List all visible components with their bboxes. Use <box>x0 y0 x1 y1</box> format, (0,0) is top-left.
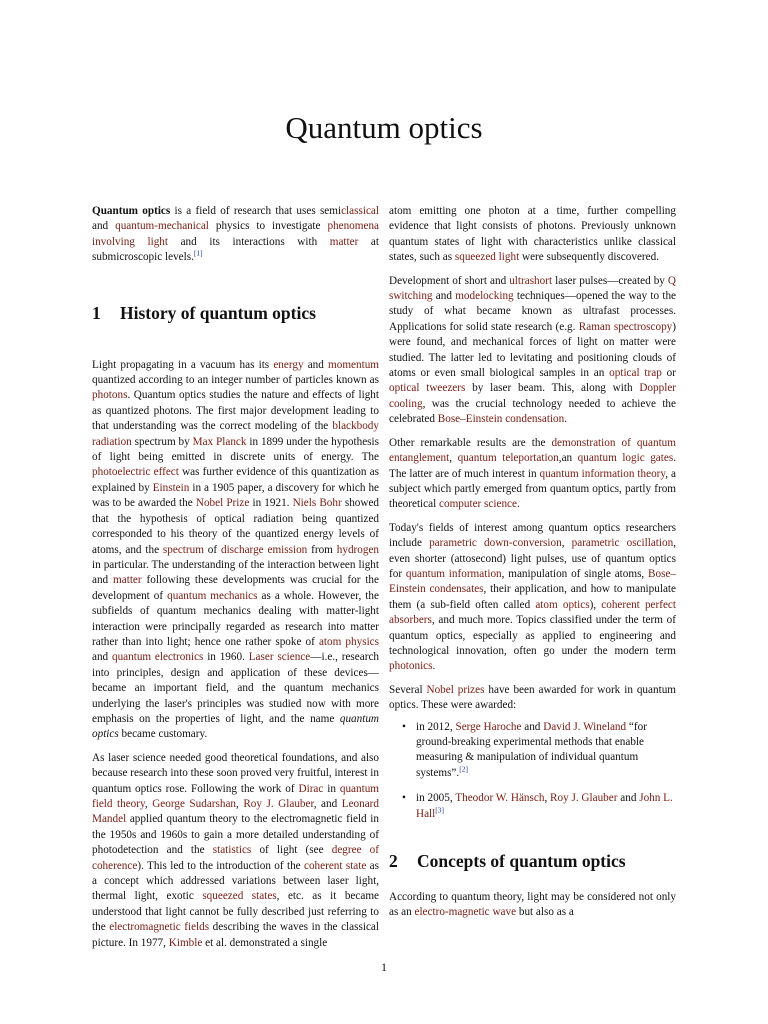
link-quantum-teleportation[interactable]: quantum teleportation <box>457 452 559 465</box>
right-column <box>389 204 676 929</box>
link-optical-trap[interactable]: optical trap <box>609 367 662 380</box>
link-blackbody-radiation[interactable]: blackbody radiation <box>92 420 379 448</box>
link-coherent-perfect-absorbers[interactable]: coherent perfect absorbers <box>389 598 677 627</box>
left-column <box>92 204 379 959</box>
link-spectrum[interactable]: spectrum <box>162 543 204 556</box>
link-quantum-electronics[interactable]: quantum electronics <box>111 651 204 664</box>
link-matter[interactable]: matter <box>329 235 359 248</box>
link-nobel-prizes[interactable]: Nobel prizes <box>426 683 485 696</box>
link-george-sudarshan[interactable]: George Sudarshan <box>152 798 237 810</box>
link-roy-j-glauber-2[interactable]: Roy J. Glauber <box>550 792 618 805</box>
link-david-j-wineland[interactable]: David J. Wineland <box>543 720 627 733</box>
citation-3[interactable]: [3] <box>435 804 445 814</box>
intro-paragraph: Quantum optics is a field of research that uses semiclassical and quantum-mechanical physics to investigate phenomena involving light and its interactions with matter at submicroscopic levels.[1] <box>92 205 380 264</box>
link-phenomena-involving-light[interactable]: phenomena involving light <box>92 220 380 248</box>
list-item: • in 2012, Serge Haroche and David J. Wineland “for ground-breaking experimental methods that enable measuring & manipulation of individual quantum systems”.[2] <box>402 720 647 779</box>
link-atom-optics[interactable]: atom optics <box>535 598 590 611</box>
link-kimble[interactable]: Kimble <box>168 936 203 949</box>
link-einstein[interactable]: Einstein <box>152 481 190 494</box>
link-dirac[interactable]: Dirac <box>298 782 324 795</box>
bullet-icon: • <box>402 792 406 805</box>
section-2-number: 2 <box>389 851 398 872</box>
section-1-number: 1 <box>92 302 101 323</box>
citation-2[interactable]: [2] <box>459 764 468 774</box>
section-2-heading: 2 Concepts of quantum optics <box>389 851 626 872</box>
link-niels-bohr[interactable]: Niels Bohr <box>292 497 342 510</box>
link-john-l-hall[interactable]: John L. Hall <box>416 792 673 820</box>
link-quantum-information-theory[interactable]: quantum information theory <box>539 467 666 480</box>
link-coherent-state[interactable]: coherent state <box>303 859 367 872</box>
link-leonard-mandel[interactable]: Leonard Mandel <box>92 798 380 826</box>
page-title: Quantum optics <box>285 110 483 145</box>
link-computer-science[interactable]: computer science <box>439 498 517 511</box>
link-quantum-logic-gates[interactable]: quantum logic gates <box>577 452 674 465</box>
page-number: 1 <box>381 960 387 974</box>
right-paragraph-1: atom emitting one photon at a time, further compelling evidence that light consists of photons. Previously unknown quantum states of light with characteristics unlike classical states, such as squeezed light were subsequently discovered. <box>389 205 676 264</box>
link-quantum-field-theory[interactable]: quantum field theory <box>92 782 379 810</box>
link-statistics[interactable]: statistics <box>212 844 252 857</box>
link-classical[interactable]: classical <box>341 205 379 217</box>
link-discharge-emission[interactable]: discharge emission <box>220 543 308 556</box>
link-quantum-mechanics[interactable]: quantum mechanics <box>167 589 258 602</box>
link-bose-einstein-condensates[interactable]: Bose–Einstein condensates <box>389 567 676 596</box>
right-paragraph-5: Several Nobel prizes have been awarded for work in quantum optics. These were awarded: <box>389 683 676 712</box>
link-serge-haroche[interactable]: Serge Haroche <box>455 720 522 733</box>
link-raman-spectroscopy[interactable]: Raman spectroscopy <box>578 320 673 333</box>
citation-1[interactable]: [1] <box>193 248 203 258</box>
concepts-paragraph-1: According to quantum theory, light may be considered not only as an electro-magnetic wave but also as a <box>389 891 676 919</box>
link-roy-j-glauber[interactable]: Roy J. Glauber <box>243 798 314 810</box>
link-theodor-w-hansch[interactable]: Theodor W. Hänsch <box>455 792 545 805</box>
link-squeezed-states[interactable]: squeezed states <box>202 890 277 903</box>
link-doppler-cooling[interactable]: Doppler cooling <box>389 382 677 410</box>
link-electromagnetic-fields[interactable]: electromagnetic fields <box>109 921 210 934</box>
link-laser-science[interactable]: Laser science <box>248 651 311 664</box>
link-modelocking[interactable]: modelocking <box>455 290 514 303</box>
link-matter-2[interactable]: matter <box>113 574 142 587</box>
link-optical-tweezers[interactable]: optical tweezers <box>389 382 466 395</box>
link-demonstration-of-quantum-entanglement[interactable]: demonstration of quantum entanglement <box>389 436 676 465</box>
link-parametric-oscillation[interactable]: parametric oscillation <box>571 537 674 550</box>
link-photonics[interactable]: photonics <box>389 660 433 673</box>
link-quantum-mechanical[interactable]: quantum-mechanical <box>115 220 209 233</box>
history-paragraph-2: As laser science needed good theoretical foundations, and also because research into these soon proved very fruitful, interest in quantum optics rose. Following the work of Dirac in quantum field theory, George Sudarshan, Roy J. Glauber, and Leonard Mandel applied quantum theory to the electromagnetic field in the 1950s and 1960s to gain a more detailed understanding of photodetection and the statistics of light (see degree of coherence). This led to the introduction of the coherent state as a concept which addressed variations between laser light, thermal light, exotic squeezed states, etc. as it became understood that light cannot be fully described just referring to the electromagnetic fields describing the waves in the classical picture. In 1977, Kimble et al. demonstrated a single <box>92 751 380 949</box>
intro-term: Quantum optics <box>92 205 171 217</box>
bullet-icon: • <box>402 720 406 733</box>
link-nobel-prize[interactable]: Nobel Prize <box>195 497 250 510</box>
link-hydrogen[interactable]: hydrogen <box>336 543 380 556</box>
nobel-list <box>389 720 676 822</box>
link-atom-physics[interactable]: atom physics <box>318 635 379 648</box>
emphasis-quantum-optics: quantum optics <box>92 712 379 741</box>
list-item: • in 2005, Theodor W. Hänsch, Roy J. Glauber and John L. Hall[3] <box>402 792 673 820</box>
link-squeezed-light[interactable]: squeezed light <box>454 251 520 264</box>
right-paragraph-3: Other remarkable results are the demonstration of quantum entanglement, quantum teleportation,an quantum logic gates. The latter are of much interest in quantum information theory, a subject which partly emerged from quantum optics, partly from theoretical computer science. <box>389 436 677 511</box>
section-1-heading: 1 History of quantum optics <box>92 302 316 323</box>
right-paragraph-2: Development of short and ultrashort laser pulses—created by Q switching and modelocking techniques—opened the way to the study of what became known as ultrafast processes. Applications for solid state research (e.g. Raman spectroscopy) were found, and mechanical forces of light on matter were studied. The latter led to levitating and positioning clouds of atoms or even small biological samples in an optical trap or optical tweezers by laser beam. This, along with Doppler cooling, was the crucial technology needed to achieve the celebrated Bose–Einstein condensation. <box>389 274 677 426</box>
history-paragraph-1: Light propagating in a vacuum has its energy and momentum quantized according to an integer number of particles known as photons. Quantum optics studies the nature and effects of light as quantized photons. The first major development leading to that understanding was the correct modeling of the blackbody radiation spectrum by Max Planck in 1899 under the hypothesis of light being emitted in discrete units of energy. The photoelectric effect was further evidence of this quantization as explained by Einstein in a 1905 paper, a discovery for which he was to be awarded the Nobel Prize in 1921. Niels Bohr showed that the hypothesis of optical radiation being quantized corresponded to his theory of the quantized energy levels of atoms, and the spectrum of discharge emission from hydrogen in particular. The understanding of the interaction between light and matter following these developments was crucial for the development of quantum mechanics as a whole. However, the subfields of quantum mechanics dealing with matter-light interaction were principally regarded as research into matter rather than into light; hence one rather spoke of atom physics and quantum electronics in 1960. Laser science—i.e., research into principles, design and application of these devices—became an important field, and the quantum mechanics underlying the laser's principles was studied now with more emphasis on the properties of light, and the name quantum optics became customary. <box>92 358 380 741</box>
link-bose-einstein-condensation[interactable]: Bose–Einstein condensation <box>437 413 565 426</box>
link-photons[interactable]: photons <box>92 389 128 402</box>
link-momentum[interactable]: momentum <box>328 358 379 371</box>
link-max-planck[interactable]: Max Planck <box>192 435 247 448</box>
link-q-switching[interactable]: Q switching <box>389 274 676 303</box>
link-electro-magnetic-wave[interactable]: electro-magnetic wave <box>414 906 517 919</box>
link-photoelectric-effect[interactable]: photoelectric effect <box>92 466 179 479</box>
link-ultrashort[interactable]: ultrashort <box>509 274 553 287</box>
link-parametric-down-conversion[interactable]: parametric down-conversion <box>429 537 562 550</box>
link-energy[interactable]: energy <box>273 358 304 371</box>
right-paragraph-4: Today's fields of interest among quantum optics researchers include parametric down-conversion, parametric oscillation, even shorter (attosecond) light pulses, use of quantum optics for quantum information, manipulation of single atoms, Bose–Einstein condensates, their application, and how to manipulate them (a sub-field often called atom optics), coherent perfect absorbers, and much more. Topics classified under the term of quantum optics, especially as applied to engineering and technological innovation, often go under the modern term photonics. <box>389 521 677 673</box>
link-quantum-information[interactable]: quantum information <box>405 567 502 580</box>
link-degree-of-coherence[interactable]: degree of coherence <box>92 844 379 872</box>
